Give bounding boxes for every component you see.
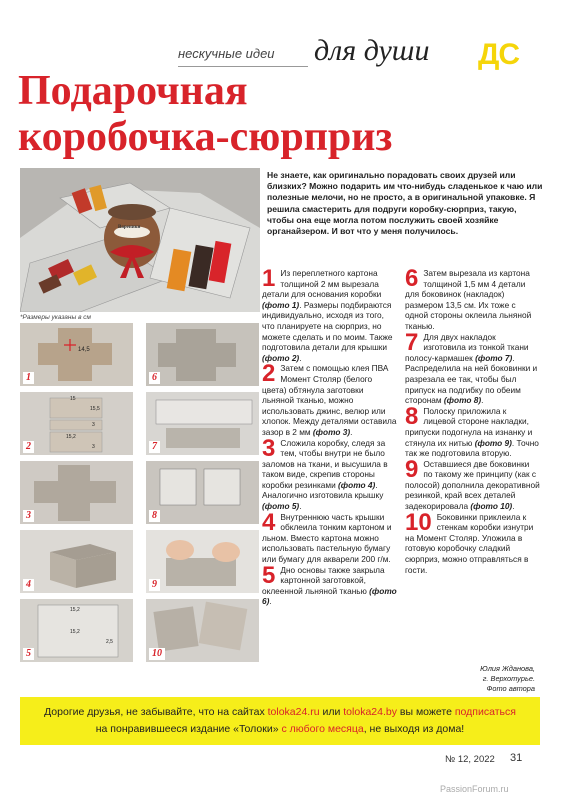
photo-7 — [146, 392, 259, 455]
article-title — [18, 68, 392, 160]
step-text: Сложила коробку, следя за тем, чтобы внутри не было заломов на ткани, и высушила в таком виде, скрепив стороны коробки резинками — [262, 437, 388, 490]
step-5 — [262, 561, 397, 607]
site-link-by[interactable]: toloka24.by — [343, 706, 397, 718]
cut-template-drawing — [20, 323, 133, 386]
page-number: 31 — [510, 752, 523, 764]
step-7 — [405, 328, 540, 406]
photo-ref: (фото 8) — [443, 395, 482, 406]
photo-2-dim-2: 15,5 — [90, 406, 100, 412]
step-text-cont: . — [350, 426, 353, 437]
photo-3 — [20, 461, 133, 524]
step-text-end: . — [481, 395, 484, 406]
photo-ref: (фото 7) — [475, 352, 513, 363]
photo-number: 4 — [23, 579, 34, 591]
month-highlight: с любого месяца — [281, 723, 364, 735]
step-number: 4 — [262, 508, 276, 536]
step-2 — [262, 360, 397, 437]
photo-2-dim-4: 15,2 — [66, 434, 76, 440]
photo-2-dim-1: 15 — [70, 396, 76, 402]
step-text: Затем с помощью клея ПВА Момент Столяр (белого цвета) обтянула заготовки льняной тканью, можно использовать джинс, велюр или хлопок. Между деталями оставила зазор в 2 мм — [262, 363, 397, 437]
panels-on-strip-drawing — [146, 461, 259, 524]
hero-photo — [20, 168, 260, 312]
step-text: Из переплетного картона толщиной 2 мм вырезала детали для основания коробки — [262, 268, 382, 300]
step-9 — [405, 455, 540, 512]
photo-5-dim-2: 15,2 — [70, 629, 80, 635]
photo-ref: (фото 6) — [262, 585, 397, 607]
step-text: Для двух накладок изготовила из тонкой ткани полосу-кармашек — [405, 331, 529, 363]
photo-credit: Фото автора — [486, 684, 535, 693]
banner-line-1 — [20, 704, 540, 721]
photo-10 — [146, 599, 259, 662]
photo-ref: (фото 10) — [470, 501, 513, 512]
fabric-strip-drawing — [146, 392, 259, 455]
banner-text: или — [319, 706, 344, 718]
step-number: 5 — [262, 561, 276, 589]
banner-line-2 — [20, 721, 540, 738]
step-number: 3 — [262, 434, 276, 462]
photo-ref: (фото 2) — [262, 352, 300, 363]
author-city: г. Верхотурье. — [482, 674, 535, 683]
step-number: 2 — [262, 360, 276, 388]
title-line-1: Подарочная — [18, 68, 248, 114]
banner-text: , не выходя из дома! — [363, 723, 465, 735]
step-6 — [405, 265, 540, 332]
author-name: Юлия Жданова, — [480, 664, 535, 673]
photo-number: 10 — [149, 648, 165, 660]
assembled-box-drawing — [20, 530, 133, 593]
sewing-hands-drawing — [146, 530, 259, 593]
photo-5 — [20, 599, 133, 662]
photo-2 — [20, 392, 133, 455]
step-number: 9 — [405, 455, 419, 483]
section-kicker: нескучные идеи — [178, 46, 275, 61]
issue-number: № 12, 2022 — [445, 754, 495, 765]
photo-5-dim-1: 15,2 — [70, 607, 80, 613]
photo-9 — [146, 530, 259, 593]
photo-ref: (фото 9) — [474, 437, 512, 448]
photo-4 — [20, 530, 133, 593]
author-credit — [405, 664, 535, 694]
photo-number: 5 — [23, 648, 34, 660]
subscribe-highlight: подписаться — [454, 706, 516, 718]
photo-ref: (фото 5) — [262, 501, 300, 512]
step-text-cont: . Точно так же подготовила вторую. — [405, 437, 539, 459]
photo-1 — [20, 323, 133, 386]
photo-ref: (фото 3) — [312, 426, 351, 437]
step-text: Оставшиеся две боковинки по такому же принципу (как с полосой) дополнила декоративной резинкой, край всех деталей задекорировала — [405, 458, 540, 512]
watermark: PassionForum.ru — [440, 784, 509, 794]
step-number: 10 — [405, 508, 432, 536]
banner-text: Дорогие друзья, не забывайте, что на сайтах — [44, 706, 268, 718]
instructions-column-1 — [262, 265, 397, 607]
step-text: Затем вырезала из картона толщиной 1,5 мм 4 детали для боковинок (накладок) размером 13,5 см. Их тоже с одной стороны оклеила льняной тканью. — [405, 268, 532, 331]
header-rule — [178, 66, 308, 67]
photo-2-dim-3: 3 — [92, 422, 95, 428]
step-text: Полоску приложила к лицевой стороне накладки, припуски подогнула на изнанку и стянула их нитью — [405, 405, 533, 448]
fabric-box-drawing — [146, 323, 259, 386]
title-line-2: коробочка-сюрприз — [18, 114, 393, 160]
photo-1-dimension: 14,5 — [78, 347, 90, 353]
step-text: Боковинки приклеила к стенкам коробки изнутри на Момент Столяр. Уложила в готовую коробочку сладкий сюрприз, можно отправляться в гости. — [405, 511, 534, 575]
step-number: 7 — [405, 328, 419, 356]
step-1 — [262, 265, 397, 363]
site-link-ru[interactable]: toloka24.ru — [267, 706, 320, 718]
banner-text: вы можете — [396, 706, 455, 718]
step-text-cont: . Размеры подбираются индивидуально, исходя из того, что планируете на сюрприз, но можете сделать и по моим. Также подготовила детали для крышки — [262, 299, 393, 353]
section-name: для души — [314, 34, 430, 67]
photo-number: 8 — [149, 510, 160, 522]
step-text: Дно основы также закрыла картонной заготовкой, оклеенной льняной тканью — [262, 564, 385, 596]
photo-number: 6 — [149, 372, 160, 384]
step-10 — [405, 508, 540, 576]
step-text-cont: . Распределила на ней боковинки и разрезала ее так, чтобы был припуск на подгибку по обеим сторонам — [405, 352, 538, 406]
step-text-cont: . Аналогично изготовила крышку — [262, 479, 384, 501]
photo-6 — [146, 323, 259, 386]
instructions-column-2 — [405, 265, 540, 575]
step-text-cont: . — [269, 596, 272, 607]
step-text-end: . — [299, 501, 302, 512]
subscription-banner — [20, 697, 540, 745]
covered-pieces-drawing — [20, 461, 133, 524]
photo-ref: (фото 1) — [262, 299, 300, 310]
magazine-logo: ДС — [478, 38, 520, 71]
photo-number: 1 — [23, 372, 34, 384]
photo-ref: (фото 4) — [338, 479, 376, 490]
jar-label: Вареники — [118, 225, 141, 230]
step-number: 8 — [405, 402, 419, 430]
step-number: 1 — [262, 265, 276, 292]
lid-pieces-drawing — [20, 392, 133, 455]
intro-text: Не знаете, как оригинально порадовать своих друзей или близких? Можно подарить им что-нибудь сладенькое к чаю или полезные мелочи, но не просто, а в оригинальной упаковке. Я решила смастерить для подруги коробку-сюрприз, такую, чтобы она еще могла потом послужить своей хозяйке органайзером. И вот что у меня получилось. — [267, 170, 543, 237]
banner-text: на понравившееся издание «Толоки» — [95, 723, 282, 735]
step-3 — [262, 434, 397, 512]
step-number: 6 — [405, 265, 419, 292]
photo-2-dim-5: 3 — [92, 444, 95, 450]
photo-number: 2 — [23, 441, 34, 453]
step-text-end: . — [299, 352, 302, 363]
step-8 — [405, 402, 540, 459]
step-text-cont: . — [512, 501, 515, 512]
photo-8 — [146, 461, 259, 524]
size-note: *Размеры указаны в см — [20, 314, 91, 321]
gift-box-illustration — [20, 168, 260, 312]
photo-number: 9 — [149, 579, 160, 591]
photo-number: 7 — [149, 441, 160, 453]
photo-5-dim-3: 2,5 — [106, 639, 113, 645]
step-text: Внутреннюю часть крышки обклеила тонким картоном и льном. Вместо картона можно использовать пастельную бумагу или бумагу для акварели 200 г/м. — [262, 511, 392, 565]
step-4 — [262, 508, 397, 565]
photo-number: 3 — [23, 510, 34, 522]
